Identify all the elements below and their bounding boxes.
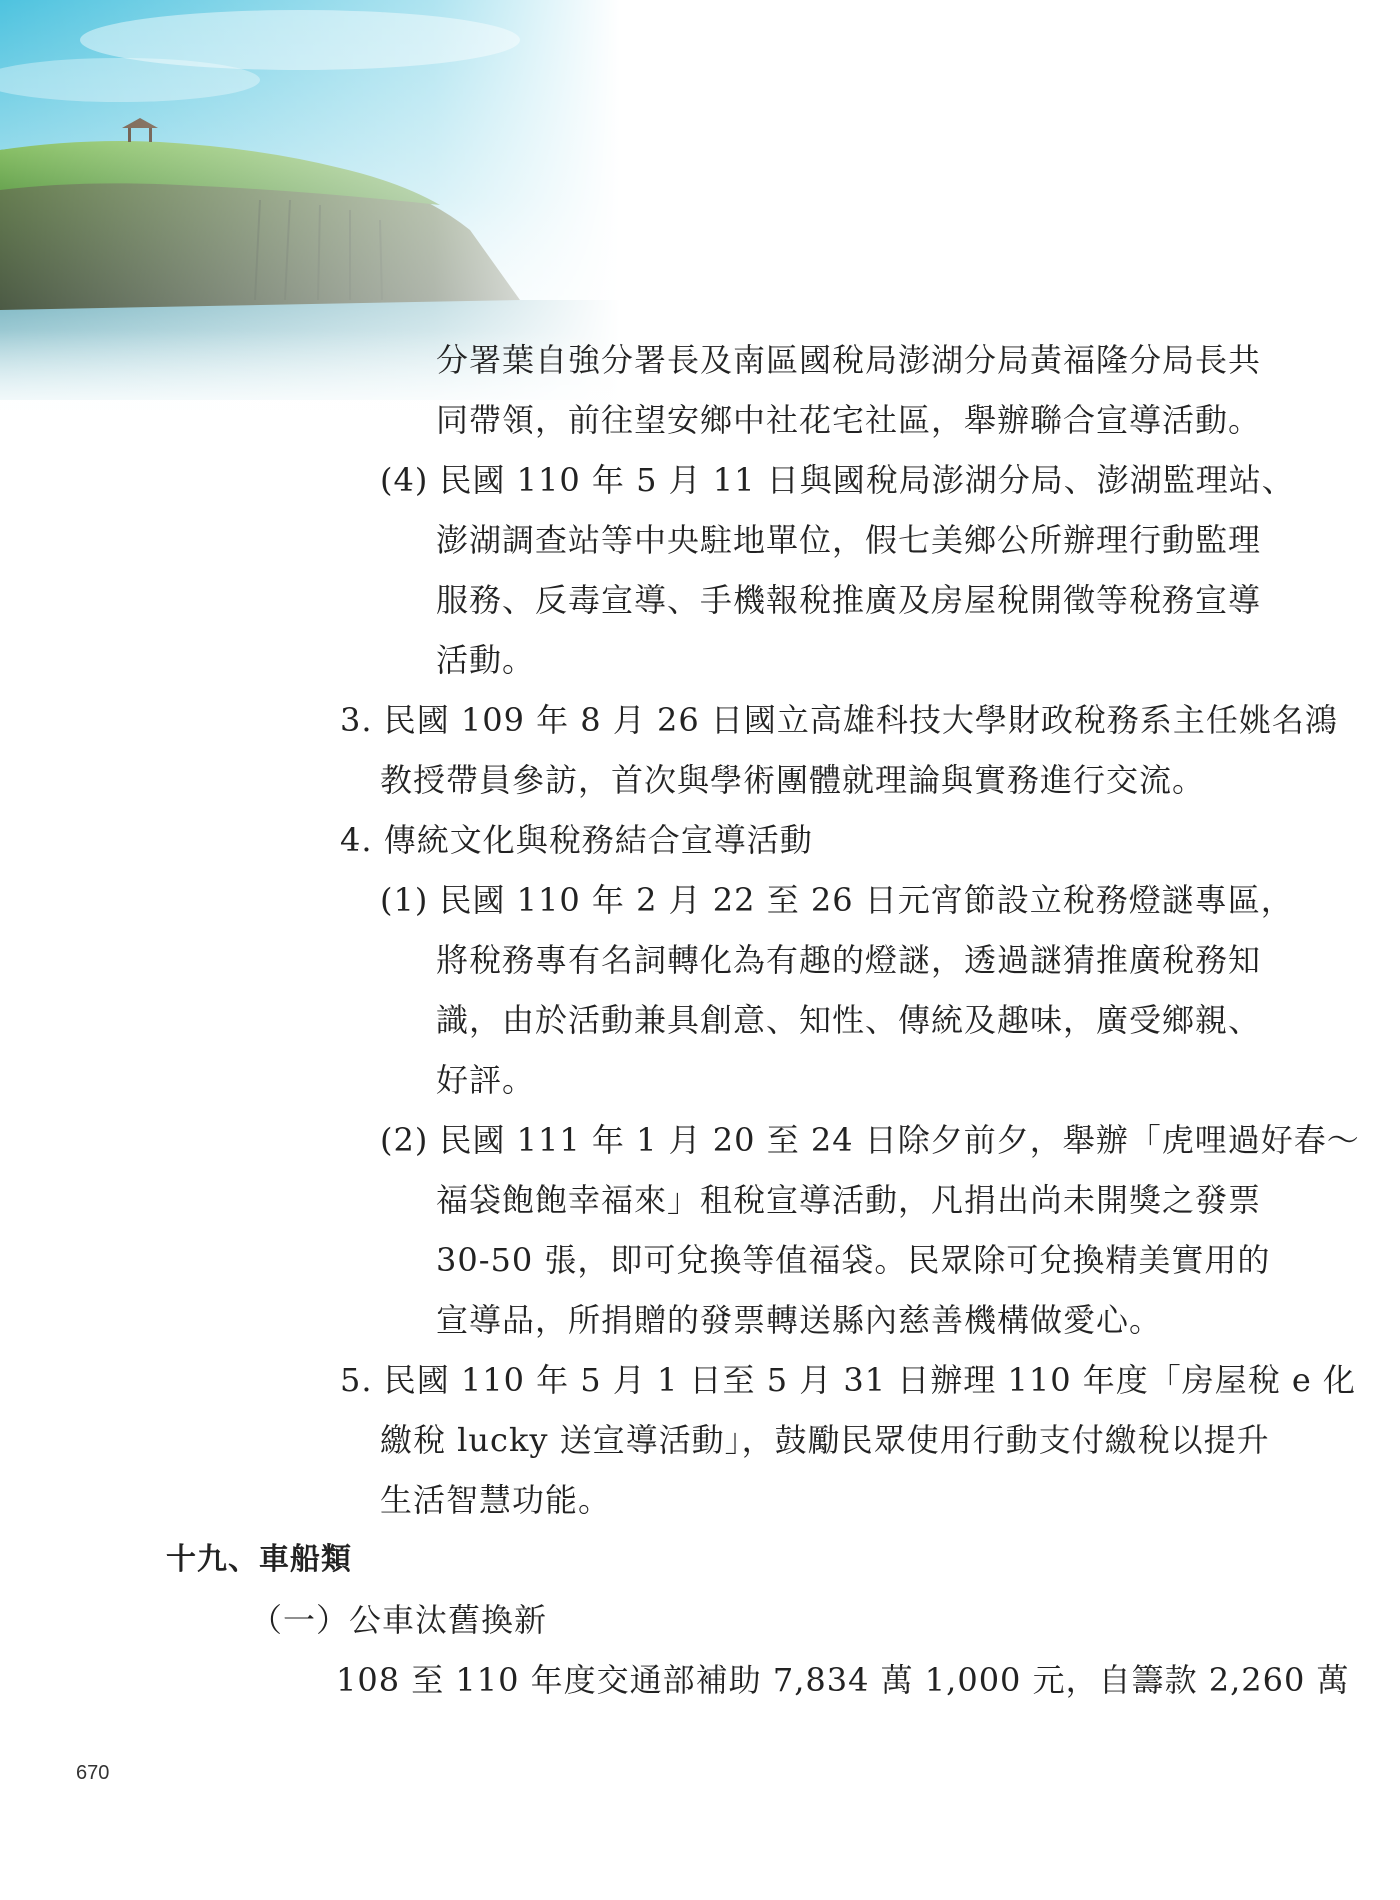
paragraph-line: 服務、反毒宣導、手機報稅推廣及房屋稅開徵等稅務宣導 (436, 581, 1262, 619)
section-heading: 十九、車船類 (166, 1542, 352, 1577)
paragraph-line: 宣導品，所捐贈的發票轉送縣內慈善機構做愛心。 (436, 1301, 1163, 1339)
paragraph-line: 教授帶員參訪，首次與學術團體就理論與實務進行交流。 (380, 761, 1206, 799)
paragraph-line: 澎湖調查站等中央駐地單位，假七美鄉公所辦理行動監理 (436, 521, 1262, 559)
page-number: 670 (76, 1762, 110, 1784)
paragraph-line: 108 至 110 年度交通部補助 7,834 萬 1,000 元，自籌款 2,260 萬 (336, 1661, 1350, 1699)
paragraph-line: 將稅務專有名詞轉化為有趣的燈謎，透過謎猜推廣稅務知 (436, 941, 1262, 979)
paragraph-line: 同帶領，前往望安鄉中社花宅社區，舉辦聯合宣導活動。 (436, 401, 1262, 439)
paragraph-line: 繳稅 lucky 送宣導活動」，鼓勵民眾使用行動支付繳稅以提升 (380, 1421, 1270, 1459)
paragraph-line: 福袋飽飽幸福來」租稅宣導活動，凡捐出尚未開獎之發票 (436, 1181, 1262, 1219)
paragraph-line: 分署葉自強分署長及南區國稅局澎湖分局黃福隆分局長共 (436, 341, 1262, 379)
paragraph-line: 識，由於活動兼具創意、知性、傳統及趣味，廣受鄉親、 (436, 1001, 1262, 1039)
sub-item-1: (1) 民國 110 年 2 月 22 至 26 日元宵節設立稅務燈謎專區， (380, 881, 1294, 919)
subsection-heading: （一）公車汰舊換新 (250, 1601, 548, 1639)
list-item-5: 5. 民國 110 年 5 月 1 日至 5 月 31 日辦理 110 年度「房屋稅 e 化 (340, 1361, 1357, 1399)
paragraph-line: 活動。 (436, 641, 536, 679)
paragraph-line: 好評。 (436, 1061, 536, 1099)
sub-item-2: (2) 民國 111 年 1 月 20 至 24 日除夕前夕，舉辦「虎哩過好春～ (380, 1121, 1360, 1159)
paragraph-line: 生活智慧功能。 (380, 1481, 612, 1519)
paragraph-line: 30-50 張，即可兌換等值福袋。民眾除可兌換精美實用的 (436, 1241, 1271, 1279)
list-item-4: (4) 民國 110 年 5 月 11 日與國稅局澎湖分局、澎湖監理站、 (380, 461, 1295, 499)
list-item-3: 3. 民國 109 年 8 月 26 日國立高雄科技大學財政稅務系主任姚名鴻 (340, 701, 1338, 739)
list-item-4-heading: 4. 傳統文化與稅務結合宣導活動 (340, 821, 813, 859)
